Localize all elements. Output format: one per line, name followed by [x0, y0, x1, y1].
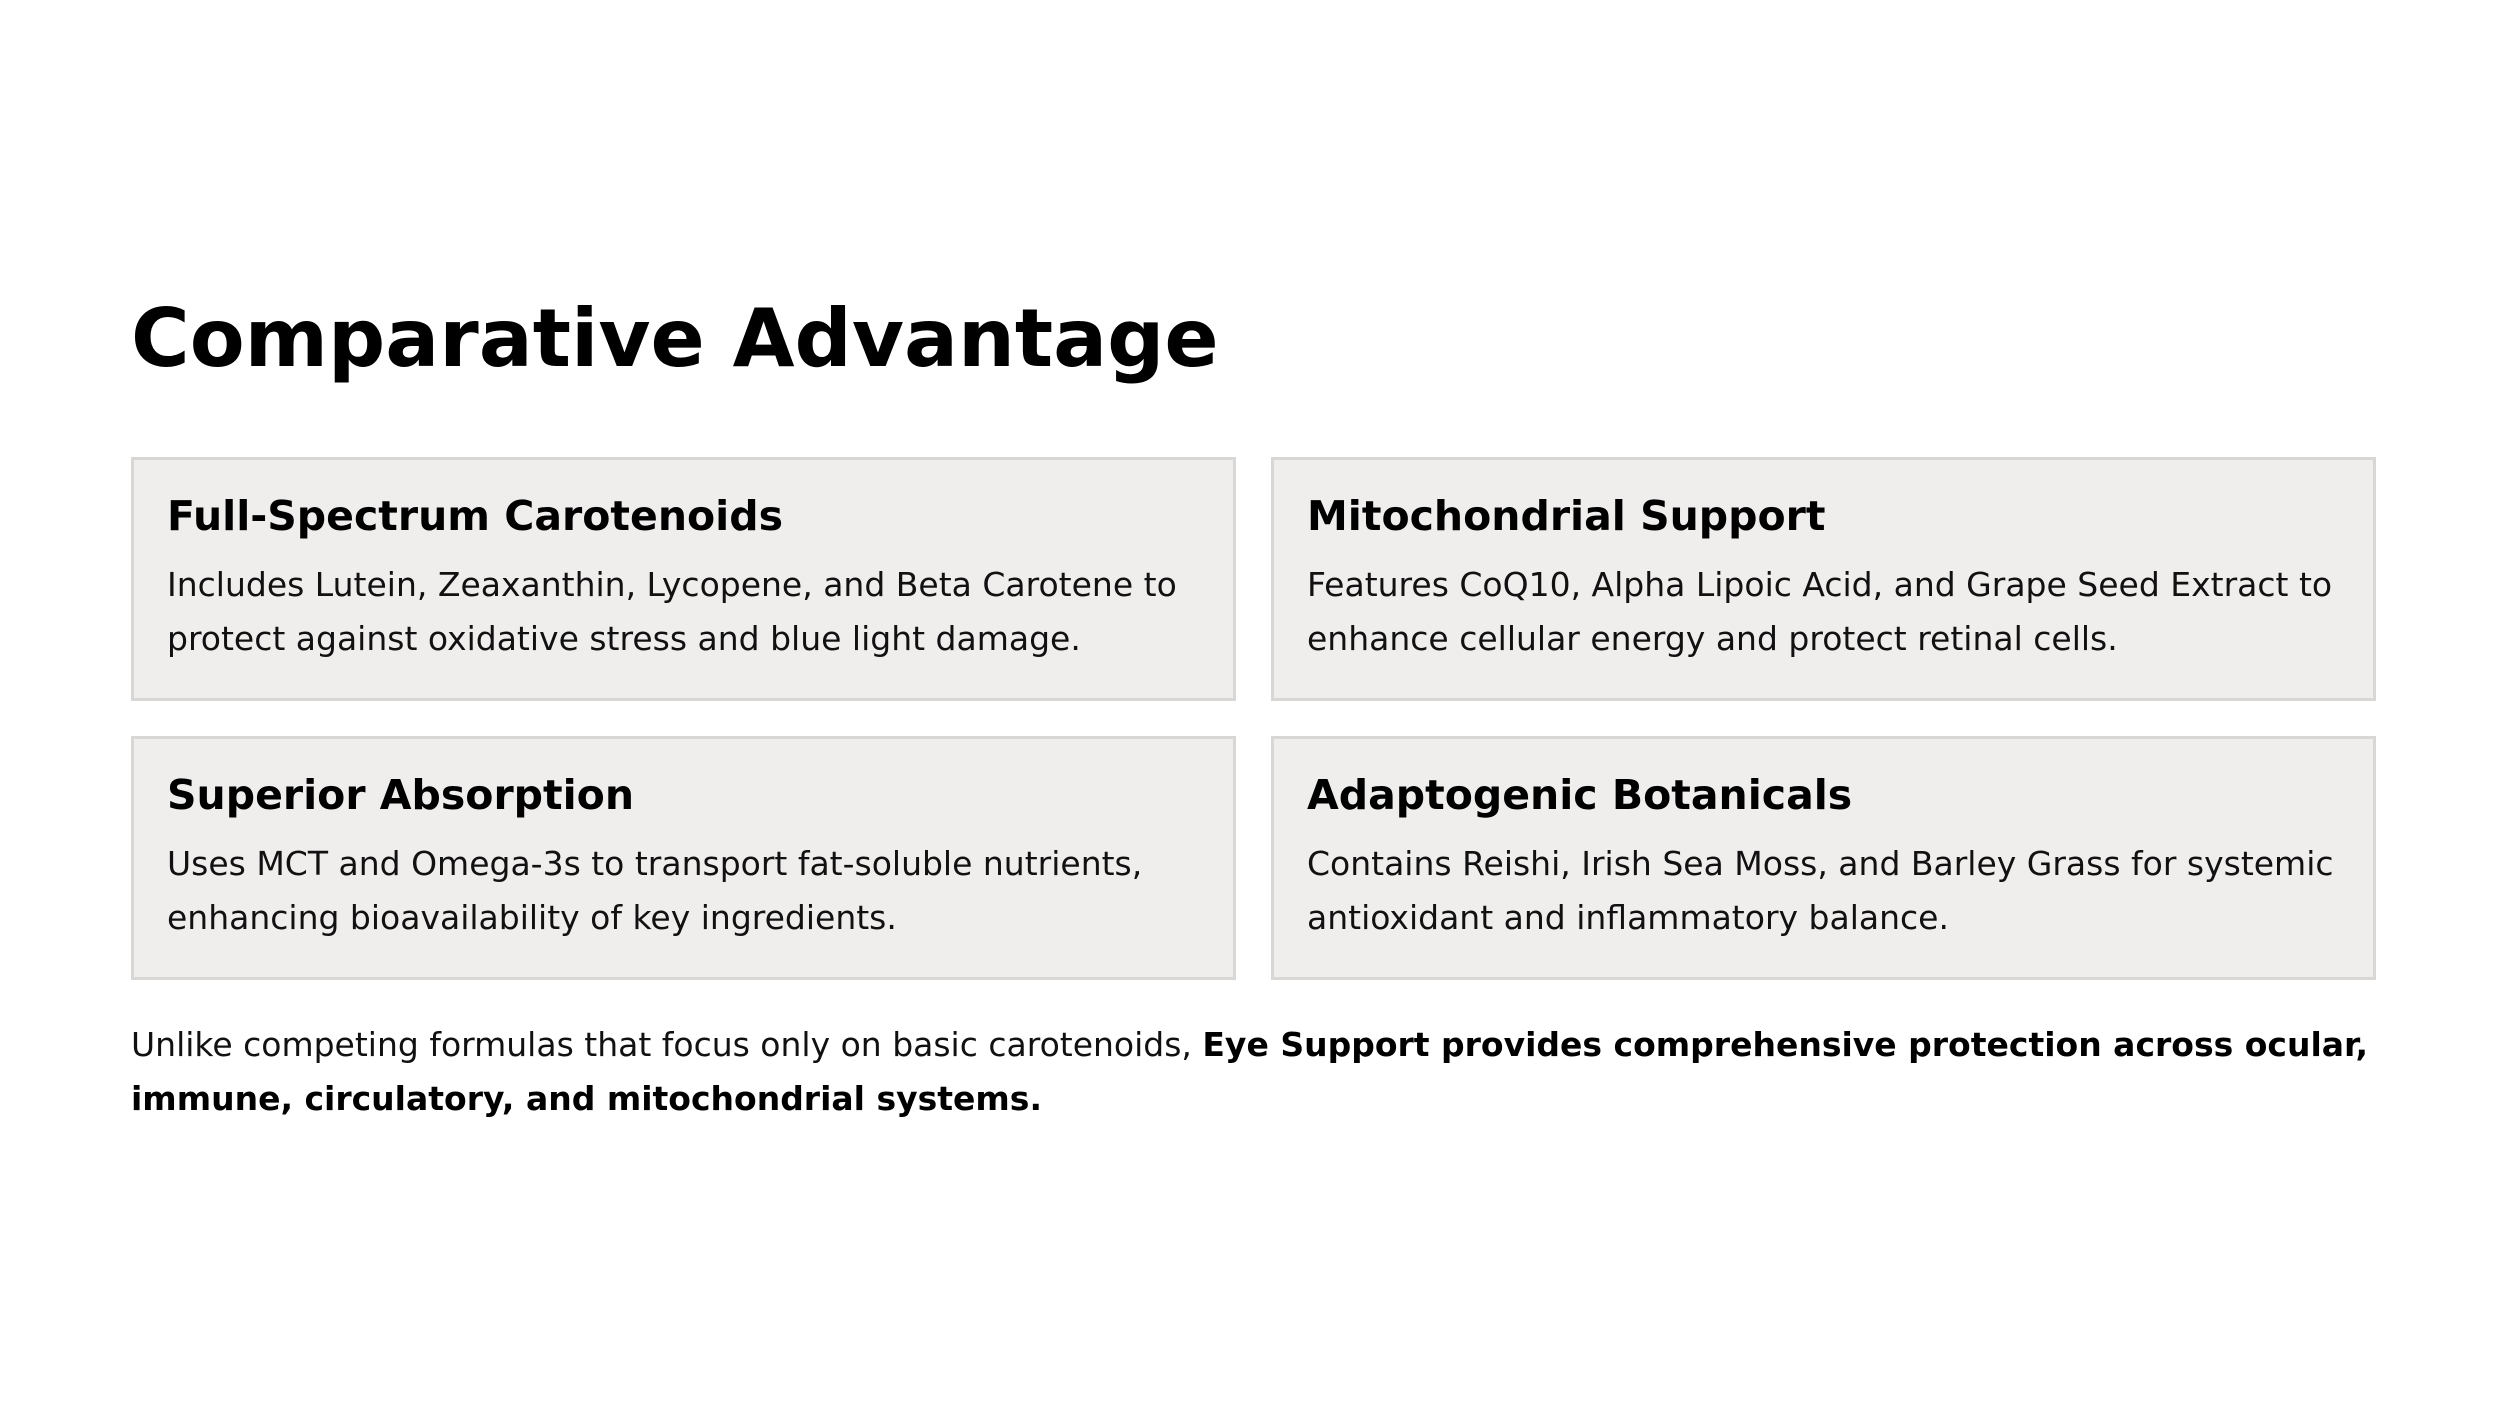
card-title: Superior Absorption — [167, 771, 635, 819]
summary-emphasis: Eye Support provides comprehensive protection across ocular, immune, circulatory, and mitochondrial systems. — [131, 1025, 2368, 1118]
card-body: Includes Lutein, Zeaxanthin, Lycopene, and Beta Carotene to protect against oxidative stress and blue light damage. — [167, 565, 1177, 658]
feature-card-full-spectrum-carotenoids — [131, 457, 1236, 701]
card-body: Contains Reishi, Irish Sea Moss, and Barley Grass for systemic antioxidant and inflammatory balance. — [1307, 844, 2334, 937]
card-body: Features CoQ10, Alpha Lipoic Acid, and Grape Seed Extract to enhance cellular energy and protect retinal cells. — [1307, 565, 2333, 658]
feature-card-adaptogenic-botanicals — [1271, 736, 2376, 980]
card-title: Adaptogenic Botanicals — [1307, 771, 1853, 819]
feature-card-mitochondrial-support — [1271, 457, 2376, 701]
slide-title: Comparative Advantage — [131, 292, 1219, 385]
card-body: Uses MCT and Omega-3s to transport fat-soluble nutrients, enhancing bioavailability of key ingredients. — [167, 844, 1143, 937]
card-title: Mitochondrial Support — [1307, 492, 1826, 540]
feature-card-grid — [131, 457, 2378, 984]
summary-lead: Unlike competing formulas that focus only on basic carotenoids, — [131, 1025, 1203, 1064]
summary-paragraph — [131, 1018, 2381, 1126]
feature-card-superior-absorption — [131, 736, 1236, 980]
card-title: Full-Spectrum Carotenoids — [167, 492, 783, 540]
